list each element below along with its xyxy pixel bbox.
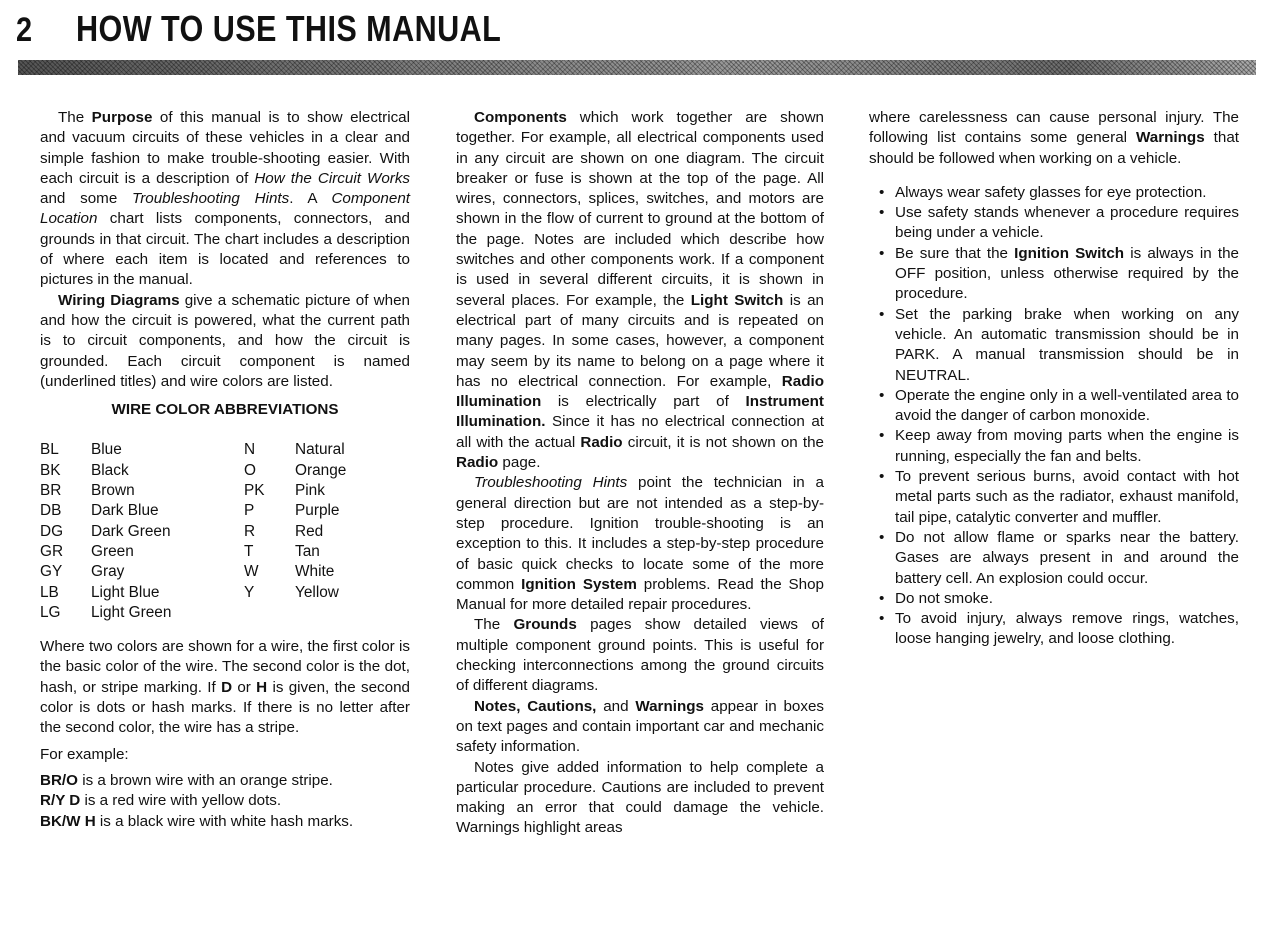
color-name: Red — [295, 522, 324, 540]
color-code: P — [244, 502, 255, 520]
troubleshooting-paragraph: Troubleshooting Hints point the technician in a general direction but are not intended as a step-by-step procedure. Ignition trouble-shooting is an exception to this. It includes a step-by-step procedure of basic quick checks to locate some of the more common Ignition System problems. Read the Shop Manual for more detailed repair procedures. — [456, 474, 825, 614]
notes-cautions-paragraph: Notes, Cautions, and Warnings appear in boxes on text pages and contain important car and mechanic safety information. — [456, 697, 825, 756]
table-row — [40, 542, 346, 562]
color-code: R — [244, 522, 256, 540]
color-name: Pink — [295, 482, 325, 500]
color-code: BK — [40, 461, 61, 479]
color-name: Yellow — [295, 583, 339, 601]
bullet-icon: • — [879, 427, 885, 445]
color-code: T — [244, 542, 254, 560]
bullet-icon: • — [879, 386, 885, 404]
color-name: Black — [91, 461, 129, 479]
bullet-icon: • — [879, 589, 885, 607]
two-colors-paragraph: Where two colors are shown for a wire, the first color is the basic color of the wire. The second color is the dot, hash, or stripe marking. If D or H is given, the second color is dots or hash marks. If there is no letter after the second color, the wire has a stripe. — [40, 638, 410, 737]
warnings-list — [869, 183, 1239, 650]
purpose-paragraph: The Purpose of this manual is to show electrical and vacuum circuits of these vehicles in a clear and simple fashion to make trouble-shooting easier. With each circuit is a description of How the Circuit Works and some Troubleshooting Hints. A Component Location chart lists components, connectors, and grounds in that circuit. The chart includes a description of where each item is located and references to pictures in the manual. — [40, 109, 411, 289]
abbreviations-heading: WIRE COLOR ABBREVIATIONS — [111, 401, 339, 419]
for-example-label: For example: — [40, 745, 129, 763]
page-title: HOW TO USE THIS MANUAL — [76, 8, 502, 49]
color-code: GR — [40, 542, 64, 560]
page-header — [16, 6, 576, 50]
color-name: Brown — [91, 482, 135, 500]
color-code: N — [244, 441, 256, 459]
table-row — [40, 522, 346, 542]
table-row — [40, 461, 346, 481]
table-row — [40, 583, 346, 603]
color-name: Light Blue — [91, 583, 160, 601]
list-item: • Be sure that the Ignition Switch is always in the OFF position, unless otherwise required by the procedure. — [879, 244, 1239, 303]
example-r-y-d: R/Y D is a red wire with yellow dots. — [40, 792, 282, 810]
color-name: Orange — [295, 461, 347, 479]
table-row — [40, 603, 346, 623]
wiring-diagrams-paragraph: Wiring Diagrams give a schematic picture of when and how the circuit is powered, what the current path is to circuit components, and how the circuit is grounded. Each circuit component is named (underlined titles) and wire colors are listed. — [40, 291, 410, 390]
color-code: BL — [40, 441, 59, 459]
color-name: Green — [91, 542, 134, 560]
notes-give-paragraph: Notes give added information to help complete a particular procedure. Cautions are included to prevent making an error that could damage the vehicle. Warnings highlight areas — [456, 758, 824, 837]
color-code — [244, 603, 295, 623]
bullet-icon: • — [879, 468, 885, 486]
color-name: Tan — [295, 542, 320, 560]
color-code: LG — [40, 603, 61, 621]
color-code: PK — [244, 482, 265, 500]
list-item: • Use safety stands whenever a procedure requires being under a vehicle. — [879, 204, 1239, 242]
color-name: Natural — [295, 441, 345, 459]
warnings-intro-paragraph: where carelessness can cause personal injury. The following list contains some general Warnings that should be followed when working on a vehicle. — [869, 109, 1239, 167]
list-item: • Set the parking brake when working on any vehicle. An automatic transmission should be in PARK. A manual transmission should be in NEUTRAL. — [879, 305, 1239, 384]
list-item: • Operate the engine only in a well-ventilated area to avoid the danger of carbon monoxide. — [879, 386, 1239, 425]
color-code: BR — [40, 482, 62, 500]
color-code: LB — [40, 583, 59, 601]
page-number: 2 — [16, 11, 33, 49]
color-name: Blue — [91, 441, 122, 459]
color-name: Light Green — [91, 603, 172, 621]
color-name: Gray — [91, 563, 125, 581]
table-row — [40, 481, 346, 501]
color-code: DB — [40, 502, 62, 520]
list-item: • Always wear safety glasses for eye protection. — [869, 183, 1239, 203]
list-item: • To prevent serious burns, avoid contact with hot metal parts such as the radiator, exhaust manifold, tail pipe, catalytic converter and muffler. — [879, 468, 1239, 526]
list-item: • Do not allow flame or sparks near the battery. Gases are always present in and around the battery cell. An explosion could occur. — [879, 528, 1239, 587]
bullet-icon: • — [879, 305, 885, 323]
components-paragraph: Components which work together are shown together. For example, all electrical components used in any circuit are shown on one diagram. The circuit breaker or fuse is shown at the top of the page. All wires, connectors, splices, switches, and motors are shown in the flow of current to ground at the bottom of the page. Notes are included which describe how switches and other components work. If a component is used in several different circuits, it is shown in several places. For example, the Light Switch is an electrical part of many circuits and is repeated on many pages. In some cases, however, a component may seem by its name to belong on a page where it has no electrical connection. For example, Radio Illumination is electrically part of Instrument Illumination. Since it has no electrical connection at all with the actual Radio circuit, it is not shown on the Radio page. — [456, 109, 824, 472]
column-right — [869, 108, 1239, 650]
example-bk-w-h: BK/W H is a black wire with white hash marks. — [40, 812, 354, 830]
color-name: Dark Blue — [91, 502, 159, 520]
header-rule — [18, 60, 1256, 75]
grounds-paragraph: The Grounds pages show detailed views of multiple component ground points. This is useful for checking interconnections among the ground circuits of different diagrams. — [456, 616, 824, 695]
wire-color-table — [40, 440, 346, 623]
table-row — [40, 562, 346, 582]
list-item: • Keep away from moving parts when the engine is running, especially the fan and belts. — [879, 427, 1239, 465]
example-br-o: BR/O is a brown wire with an orange stripe. — [40, 771, 333, 789]
color-code: DG — [40, 522, 64, 540]
color-name — [295, 603, 346, 623]
list-item: • Do not smoke. — [869, 589, 1239, 609]
bullet-icon: • — [879, 204, 885, 222]
bullet-icon: • — [879, 183, 885, 201]
bullet-icon: • — [879, 244, 885, 262]
color-name: Purple — [295, 502, 340, 520]
bullet-icon: • — [879, 528, 885, 546]
column-middle — [456, 108, 824, 839]
table-row — [40, 501, 346, 521]
bullet-icon: • — [879, 610, 885, 628]
column-left — [40, 108, 410, 832]
color-code: W — [244, 563, 259, 581]
list-item: • To avoid injury, always remove rings, watches, loose hanging jewelry, and loose clothing. — [879, 610, 1239, 648]
color-code: GY — [40, 563, 63, 581]
table-row — [40, 440, 346, 460]
color-name: Dark Green — [91, 522, 171, 540]
color-name: White — [295, 563, 335, 581]
color-code: Y — [244, 583, 255, 601]
color-code: O — [244, 461, 256, 479]
